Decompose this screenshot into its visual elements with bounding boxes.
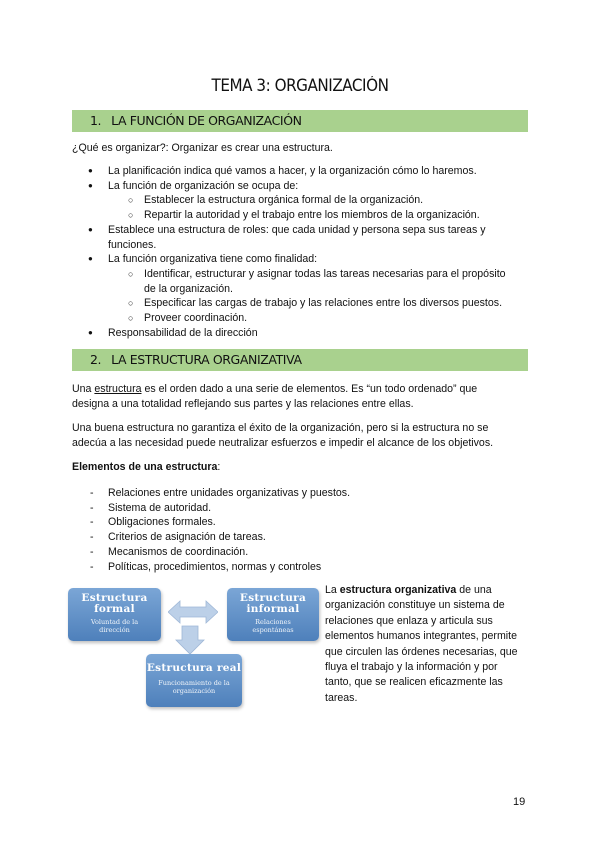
text-line: que circulen las órdenes necesarias, que [325,645,518,658]
section-1-bullet-list [72,164,528,340]
page-title: TEMA 3: ORGANIZACIÓN [211,76,389,95]
elements-heading-text: Elementos de una estructura [72,461,218,473]
informal-structure-box [227,588,319,641]
double-arrow-icon [168,598,218,656]
section-2-title: LA ESTRUCTURA ORGANIZATIVA [111,352,302,367]
section-2-number: 2. [90,352,102,367]
bold-term: estructura organizativa [339,584,457,596]
box-subtitle: dirección [99,626,130,634]
box-subtitle: Voluntad de la [90,618,139,626]
text-line: relaciones que enlaza y articula sus [325,614,493,627]
box-title: Estructura real [146,662,242,674]
box-subtitle: Funcionamiento de la [158,679,230,687]
list-item: ○ Proveer coordinación. [72,311,528,326]
good-structure-paragraph [72,421,528,451]
structure-definition-paragraph [72,382,528,412]
text-line: designa a una totalidad reflejando sus partes y las relaciones entre ellas. [72,398,414,410]
list-item: ● La función de organización se ocupa de: [72,179,528,194]
formal-structure-box [68,588,161,641]
box-title: Estructura [239,592,307,604]
text-run: Una [72,383,95,395]
list-item: - Políticas, procedimientos, normas y controles [72,560,528,575]
text-run: es el orden dado a una serie de elementos. Es “un todo ordenado” que [141,383,478,395]
list-item: ● La función organizativa tiene como finalidad: [72,252,528,267]
box-title: informal [246,603,300,615]
elements-heading-colon: : [217,461,221,473]
page-number: 19 [513,796,526,808]
list-item: ○ Establecer la estructura orgánica formal de la organización. [72,193,528,208]
list-item-continuation: funciones. [108,238,157,251]
list-item: ● Establece una estructura de roles: que cada unidad y persona sepa sus tareas y [72,223,528,238]
text-run: La [325,584,340,596]
list-item-continuation: de la organización. [144,282,233,295]
box-subtitle: Relaciones [255,618,291,626]
text-run: de una [456,584,492,596]
estructura-term: estructura [94,383,142,395]
elements-list [72,486,528,574]
list-item: - Mecanismos de coordinación. [72,545,528,560]
box-title: Estructura [81,592,148,604]
section-2-heading [72,349,528,371]
list-item: - Obligaciones formales. [72,515,528,530]
box-subtitle: organización [172,687,216,695]
list-item: ○ Identificar, estructurar y asignar todas las tareas necesarias para el propósito [72,267,528,282]
text-line: organización constituye un sistema de [325,599,505,612]
list-item: - Sistema de autoridad. [72,501,528,516]
text-line: fluya el trabajo y la información y por [325,661,498,674]
list-item: ○ Repartir la autoridad y el trabajo entre los miembros de la organización. [72,208,528,223]
elements-heading [72,460,528,475]
list-item: ● La planificación indica qué vamos a hacer, y la organización cómo lo haremos. [72,164,528,179]
section-1-heading [72,110,528,132]
section-1-title: LA FUNCIÓN DE ORGANIZACIÓN [111,113,302,128]
list-item: ○ Especificar las cargas de trabajo y las relaciones entre los diversos puestos. [72,296,528,311]
organizational-structure-paragraph [325,583,528,706]
text-line: tareas. [325,691,358,704]
text-line: Una buena estructura no garantiza el éxito de la organización, pero si la estructura no se [72,422,489,434]
list-item: - Relaciones entre unidades organizativas y puestos. [72,486,528,501]
box-title: formal [94,603,135,615]
section-1-number: 1. [90,113,102,128]
real-structure-box [146,654,242,707]
text-line: elementos humanos integrantes, permite [325,630,517,643]
list-item: ● Responsabilidad de la dirección [72,326,528,341]
question-paragraph: ¿Qué es organizar?: Organizar es crear una estructura. [72,142,333,154]
text-line: adecúa a las necesidad puede neutralizar esfuerzos e impedir el alcance de los objetivos. [72,437,494,449]
list-item: - Criterios de asignación de tareas. [72,530,528,545]
text-line: tanto, que se realicen eficazmente las [325,676,503,689]
box-subtitle: espontáneas [252,626,294,634]
